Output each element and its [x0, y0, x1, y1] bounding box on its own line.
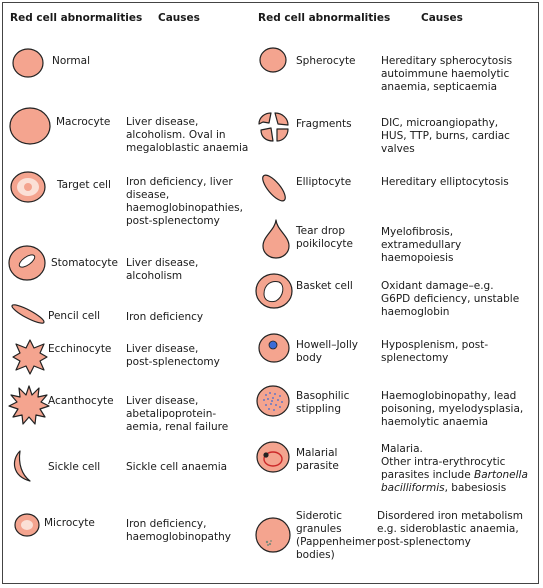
tear-drop-label: Tear drop poikilocyte [296, 225, 353, 250]
siderotic-granules-causes: Disordered iron metabolism e.g. sideroblastic anaemia, post-splenectomy [377, 510, 523, 548]
howell-jolly-icon [257, 332, 291, 364]
stomatocyte-icon [7, 244, 47, 282]
tear-drop-causes: Myelofibrosis, extramedullary haemopoiesis [381, 226, 462, 264]
sickle-cell-icon [10, 448, 44, 484]
spherocyte-label: Spherocyte [296, 55, 356, 67]
pencil-cell-icon [8, 300, 48, 328]
basket-cell-label: Basket cell [296, 280, 353, 292]
microcyte-causes: Iron deficiency, haemoglobinopathy [126, 518, 231, 543]
target-cell-icon [9, 170, 47, 204]
macrocyte-label: Macrocyte [56, 116, 111, 128]
header-right-abnormalities: Red cell abnormalities [258, 12, 391, 24]
header-left-abnormalities: Red cell abnormalities [10, 12, 143, 24]
tear-drop-icon [260, 218, 292, 260]
ecchinocyte-causes: Liver disease, post-splenectomy [126, 343, 220, 368]
malarial-parasite-label: Malarial parasite [296, 447, 339, 472]
fragments-icon [254, 110, 292, 144]
acanthocyte-causes: Liver disease, abetalipoprotein- aemia, renal failure [126, 395, 229, 433]
basophilic-stippling-icon [255, 384, 291, 418]
pencil-cell-causes: Iron deficiency [126, 311, 204, 323]
target-cell-causes: Iron deficiency, liver disease, haemoglobinopathies, post-splenectomy [126, 176, 243, 227]
basket-cell-causes: Oxidant damage–e.g. G6PD deficiency, unstable haemoglobin [381, 280, 520, 318]
microcyte-icon [13, 512, 41, 538]
siderotic-granules-label: Siderotic granules (Pappenheimer bodies) [296, 510, 376, 561]
basket-cell-icon [254, 272, 294, 310]
elliptocyte-causes: Hereditary elliptocytosis [381, 176, 509, 188]
target-cell-label: Target cell [57, 179, 111, 191]
stomatocyte-causes: Liver disease, alcoholism [126, 257, 199, 282]
acanthocyte-icon [8, 384, 50, 426]
malarial-parasite-causes: Malaria. Other intra-erythrocytic parasites include Bartonella bacilliformis, babesiosis [381, 443, 528, 494]
acanthocyte-label: Acanthocyte [48, 395, 114, 407]
sickle-cell-causes: Sickle cell anaemia [126, 461, 228, 473]
basophilic-stippling-label: Basophilic stippling [296, 390, 350, 415]
header-right-causes: Causes [421, 12, 463, 24]
ecchinocyte-icon [11, 338, 49, 376]
malarial-parasite-icon [255, 440, 291, 474]
macrocyte-causes: Liver disease, alcoholism. Oval in megaloblastic anaemia [126, 116, 249, 154]
sickle-cell-label: Sickle cell [48, 461, 101, 473]
fragments-label: Fragments [296, 118, 352, 130]
fragments-causes: DIC, microangiopathy, HUS, TTP, burns, cardiac valves [381, 117, 510, 155]
siderotic-granules-icon [254, 515, 292, 555]
spherocyte-icon [258, 46, 288, 74]
normal-label: Normal [52, 55, 90, 67]
macrocyte-icon [8, 106, 52, 146]
stomatocyte-label: Stomatocyte [51, 257, 118, 269]
ecchinocyte-label: Ecchinocyte [48, 343, 112, 355]
howell-jolly-label: Howell–Jolly body [296, 339, 359, 364]
basophilic-stippling-causes: Haemoglobinopathy, lead poisoning, myelodysplasia, haemolytic anaemia [381, 390, 524, 428]
pencil-cell-label: Pencil cell [48, 310, 101, 322]
header-left-causes: Causes [158, 12, 200, 24]
normal-cell-icon [10, 47, 46, 79]
elliptocyte-icon [257, 170, 291, 206]
elliptocyte-label: Elliptocyte [296, 176, 352, 188]
howell-jolly-causes: Hyposplenism, post- splenectomy [381, 339, 489, 364]
microcyte-label: Microcyte [44, 517, 95, 529]
spherocyte-causes: Hereditary spherocytosis autoimmune haemolytic anaemia, septicaemia [381, 55, 513, 93]
